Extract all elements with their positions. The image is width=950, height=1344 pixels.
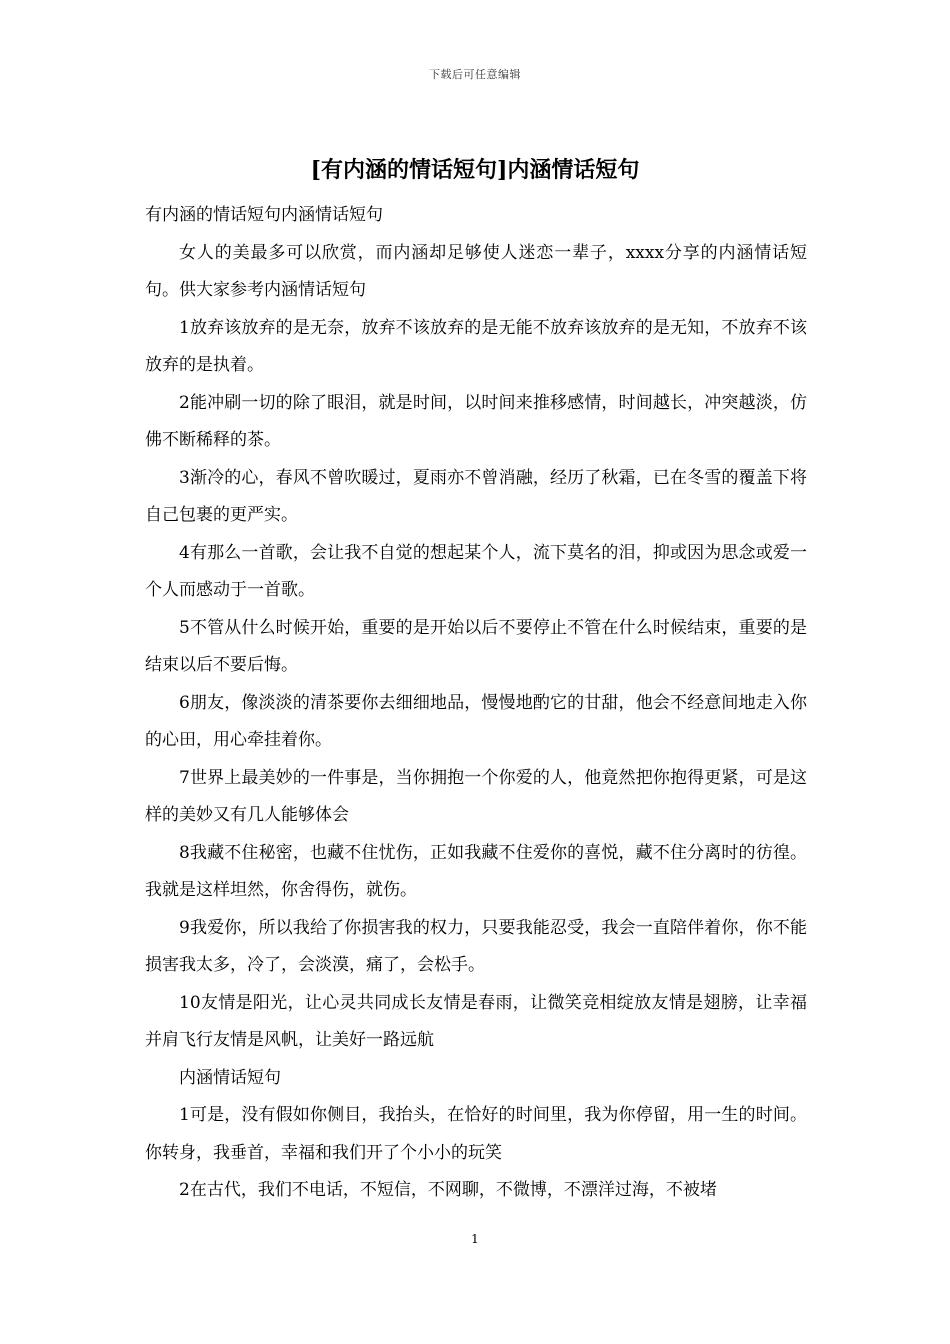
paragraph-item-9: 9我爱你，所以我给了你损害我的权力，只要我能忍受，我会一直陪伴着你，你不能损害我太多，冷了，会淡漠，痛了，会松手。 — [145, 917, 807, 975]
paragraph-item-10: 10友情是阳光，让心灵共同成长友情是春雨，让微笑竞相绽放友情是翅膀，让幸福并肩飞行友情是风帆，让美好一路远航 — [145, 992, 807, 1050]
section-heading: 内涵情话短句 — [179, 1067, 281, 1088]
paragraph-item-3: 3渐冷的心，春风不曾吹暖过，夏雨亦不曾消融，经历了秋霜，已在冬雪的覆盖下将自己包裹的更严实。 — [145, 467, 807, 525]
paragraph-item-8: 8我藏不住秘密，也藏不住忧伤，正如我藏不住爱你的喜悦，藏不住分离时的彷徨。我就是这样坦然，你舍得伤，就伤。 — [145, 842, 807, 900]
section-paragraph-item-1: 1可是，没有假如你侧目，我抬头，在恰好的时间里，我为你停留，用一生的时间。你转身，我垂首，幸福和我们开了个小小的玩笑 — [145, 1105, 807, 1163]
page-number: 1 — [471, 1232, 479, 1246]
paragraph-item-4: 4有那么一首歌，会让我不自觉的想起某个人，流下莫名的泪，抑或因为思念或爱一个人而感动于一首歌。 — [145, 542, 807, 600]
document-title: [有内涵的情话短句]内涵情话短句 — [310, 157, 640, 183]
page-header-note: 下载后可任意编辑 — [429, 68, 521, 81]
paragraph-item-6: 6朋友，像淡淡的清茶要你去细细地品，慢慢地酌它的甘甜，他会不经意间地走入你的心田，用心牵挂着你。 — [145, 692, 807, 750]
intro-paragraph: 女人的美最多可以欣赏，而内涵却足够使人迷恋一辈子，xxxx分享的内涵情话短句。供大家参考内涵情话短句 — [145, 242, 807, 300]
paragraph-item-7: 7世界上最美妙的一件事是，当你拥抱一个你爱的人，他竟然把你抱得更紧，可是这样的美妙又有几人能够体会 — [145, 767, 807, 825]
document-body — [145, 197, 807, 1210]
paragraph-item-1: 1放弃该放弃的是无奈，放弃不该放弃的是无能不放弃该放弃的是无知，不放弃不该放弃的是执着。 — [145, 317, 807, 375]
section-paragraph-item-2: 2在古代，我们不电话，不短信，不网聊，不微博，不漂洋过海，不被堵 — [179, 1180, 717, 1200]
subtitle-paragraph: 有内涵的情话短句内涵情话短句 — [145, 205, 383, 225]
paragraph-item-2: 2能冲刷一切的除了眼泪，就是时间，以时间来推移感情，时间越长，冲突越淡，仿佛不断稀释的茶。 — [145, 392, 807, 450]
paragraph-item-5: 5不管从什么时候开始，重要的是开始以后不要停止不管在什么时候结束，重要的是结束以后不要后悔。 — [145, 617, 807, 675]
